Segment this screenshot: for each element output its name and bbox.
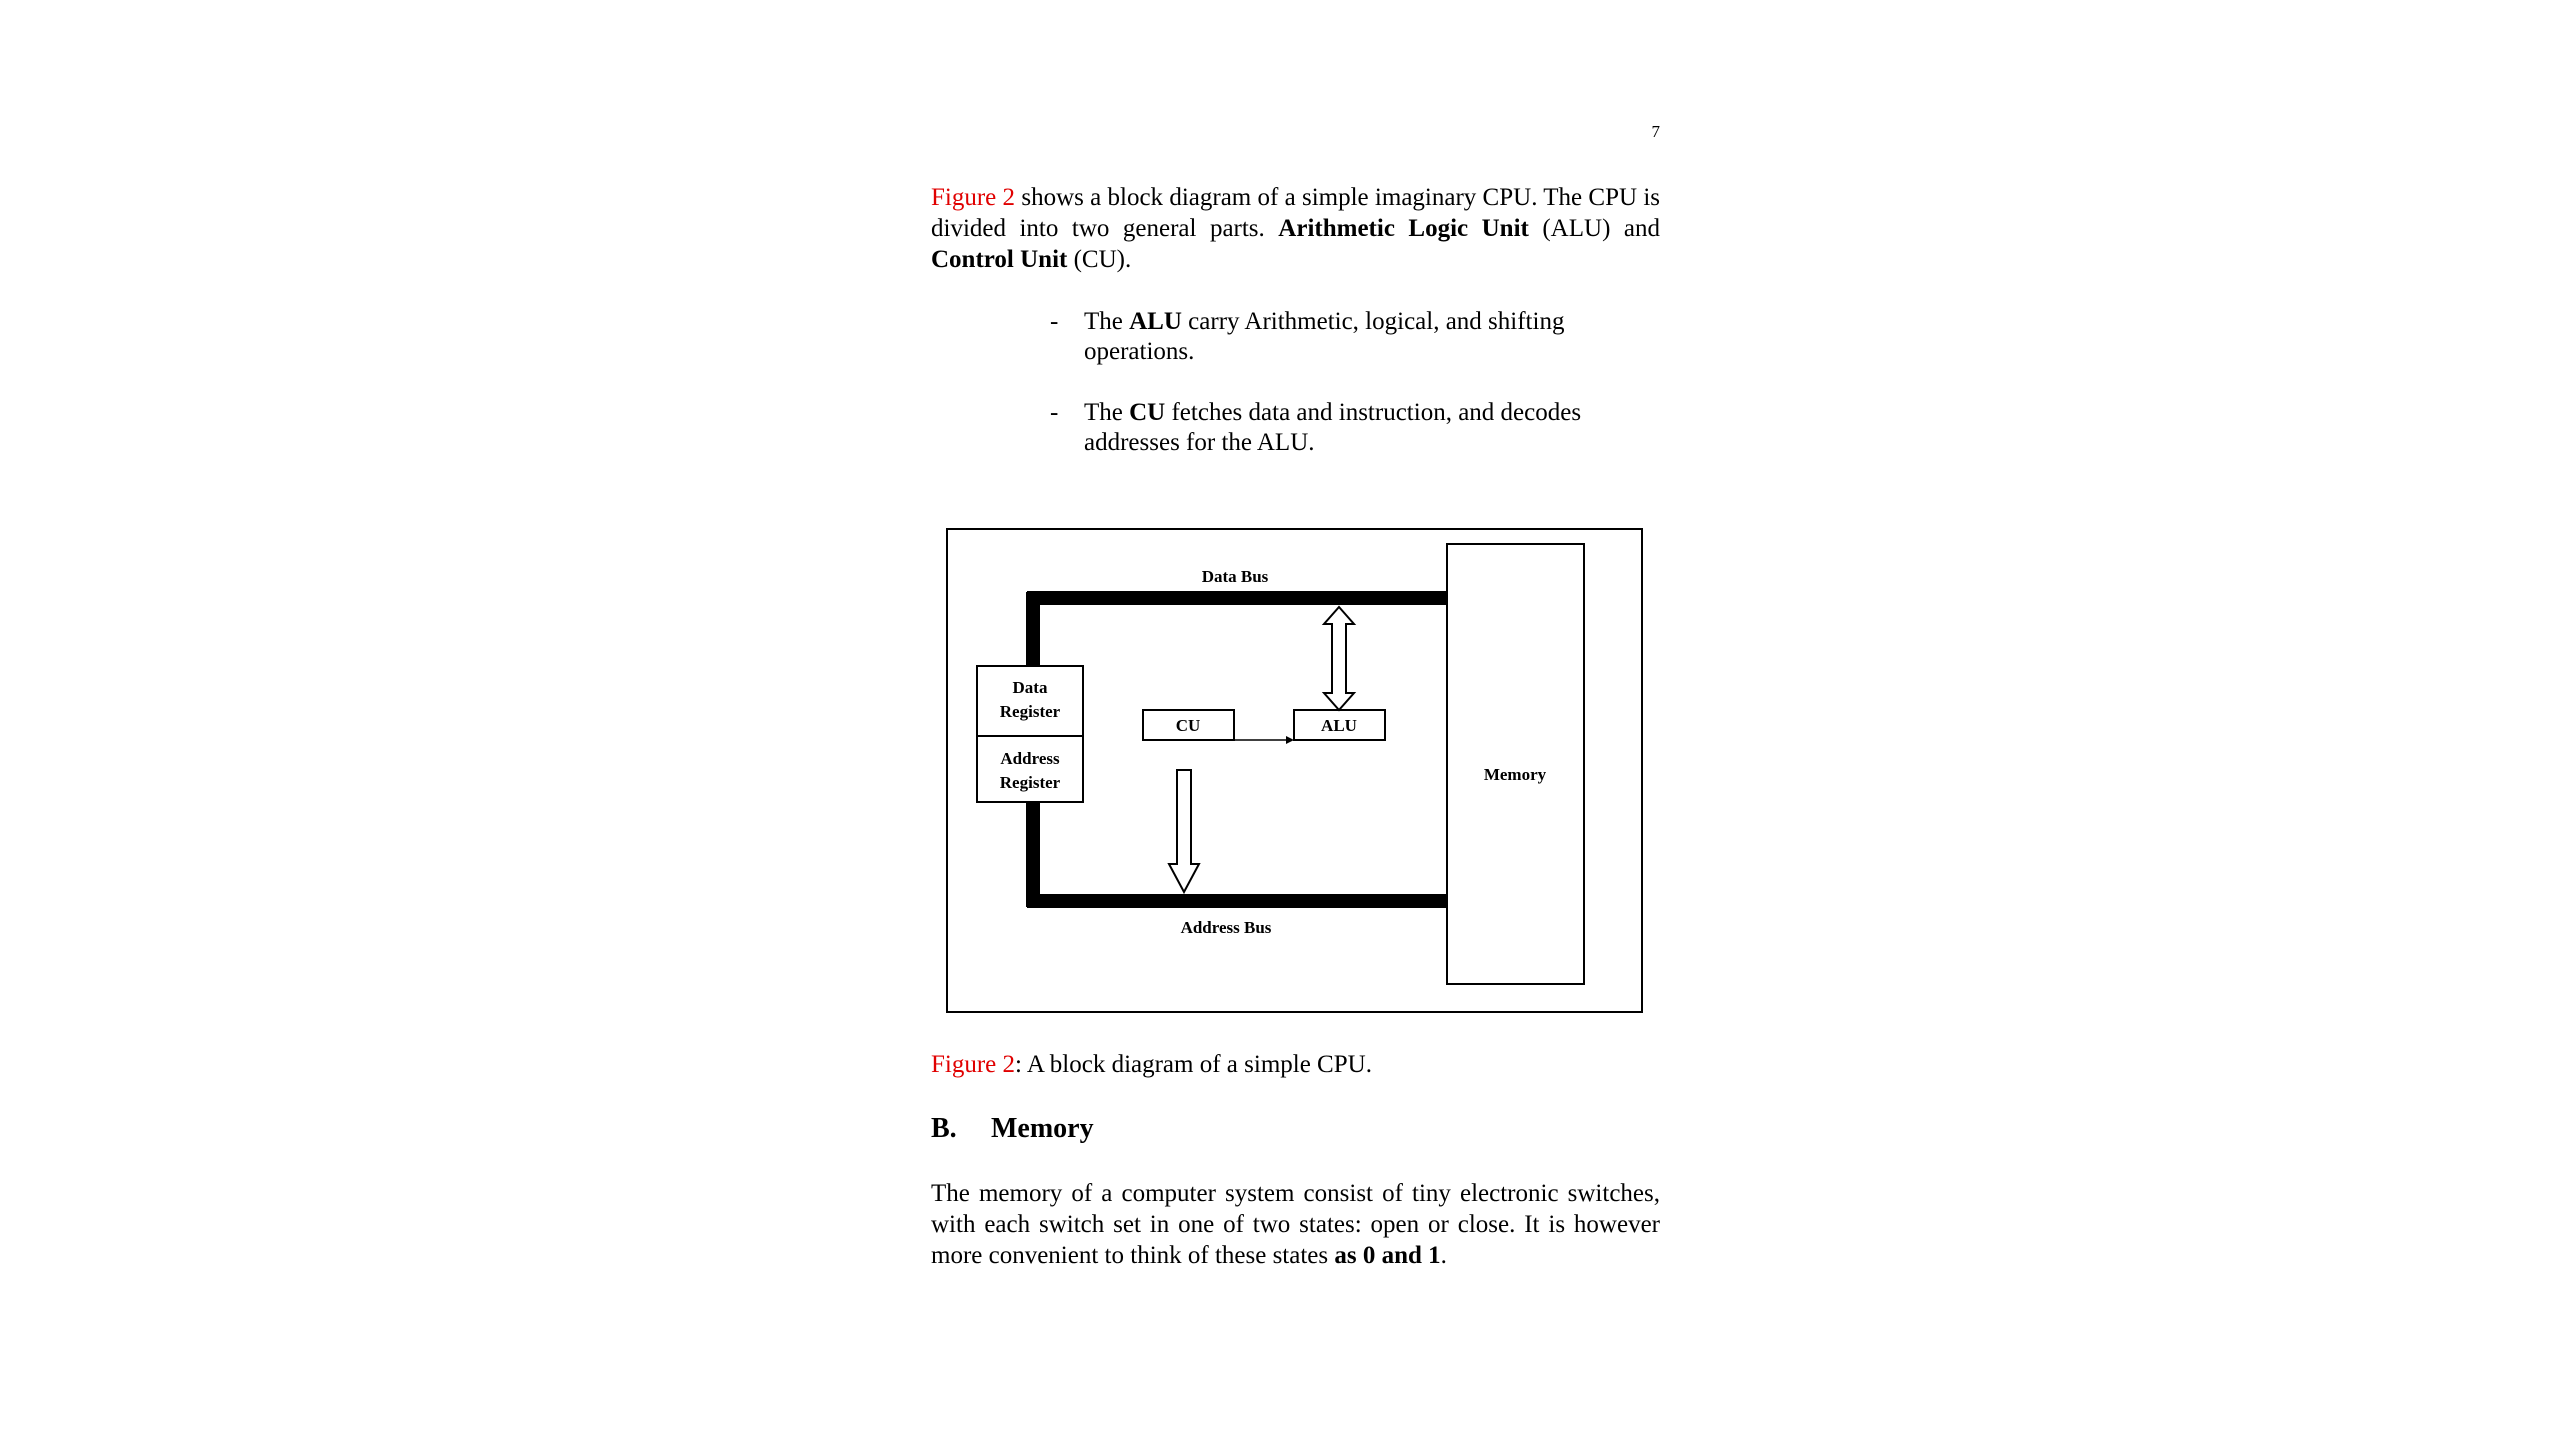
bullet-text-pre: The — [1084, 308, 1130, 335]
alu-label: ALU — [1321, 716, 1357, 735]
section-number: B. — [931, 1113, 957, 1144]
diagram-svg — [948, 530, 1645, 1015]
memory-paragraph — [931, 1178, 1660, 1271]
intro-text-1: shows a block diagram of a simple imaginary CPU. The CPU is divided into two general parts. — [931, 184, 1660, 242]
memory-label: Memory — [1483, 765, 1547, 784]
data-register-label-2: Register — [999, 702, 1061, 721]
cpu-block-diagram — [946, 528, 1643, 1013]
bullet-text-post: carry Arithmetic, logical, and shifting operations. — [1084, 308, 1565, 365]
cu-to-alu-arrowhead — [1286, 736, 1294, 744]
address-register-block — [977, 736, 1083, 802]
figure-reference-link[interactable]: Figure 2 — [931, 184, 1016, 211]
memory-text-1: The memory of a computer system consist of tiny electronic switches, with each switch set in one of two states: open or close. It is however more convenient to think of these states — [931, 1180, 1660, 1269]
data-register-label-1: Data — [1012, 678, 1048, 697]
data-register-block — [977, 666, 1083, 736]
data-bus-label: Data Bus — [1201, 567, 1269, 586]
alu-term: Arithmetic Logic Unit — [1278, 215, 1529, 242]
intro-text-2: (ALU) and — [1528, 215, 1660, 242]
page-number: 7 — [1651, 122, 1660, 141]
bullet-dash: - — [1050, 399, 1059, 426]
address-bus-label: Address Bus — [1180, 918, 1272, 937]
intro-text-3: (CU). — [1067, 246, 1132, 273]
caption-text: : A block diagram of a simple CPU. — [1015, 1051, 1372, 1078]
memory-bold-states: as 0 and 1 — [1334, 1242, 1441, 1269]
bullet-dash: - — [1050, 308, 1059, 335]
bullet-list — [1050, 307, 1610, 489]
bullet-bold-term: ALU — [1129, 308, 1182, 335]
cu-label: CU — [1175, 716, 1201, 735]
cu-term: Control Unit — [931, 246, 1068, 273]
bullet-item-cu — [1050, 398, 1610, 458]
address-register-label-2: Register — [999, 773, 1061, 792]
section-heading — [931, 1112, 1094, 1146]
bullet-bold-term: CU — [1129, 399, 1166, 426]
section-title: Memory — [991, 1113, 1094, 1144]
memory-block — [1447, 544, 1584, 984]
bullet-text-post: fetches data and instruction, and decodes addresses for the ALU. — [1084, 399, 1582, 456]
bullet-item-alu — [1050, 307, 1610, 367]
caption-figure-reference[interactable]: Figure 2 — [931, 1051, 1016, 1078]
bullet-text-pre: The — [1084, 399, 1130, 426]
address-register-label-1: Address — [1000, 749, 1060, 768]
figure-caption — [931, 1049, 1372, 1080]
intro-paragraph — [931, 182, 1660, 275]
cu-address-bus-arrow — [1169, 770, 1199, 892]
alu-data-bus-double-arrow — [1324, 607, 1354, 710]
memory-text-2: . — [1440, 1242, 1447, 1269]
